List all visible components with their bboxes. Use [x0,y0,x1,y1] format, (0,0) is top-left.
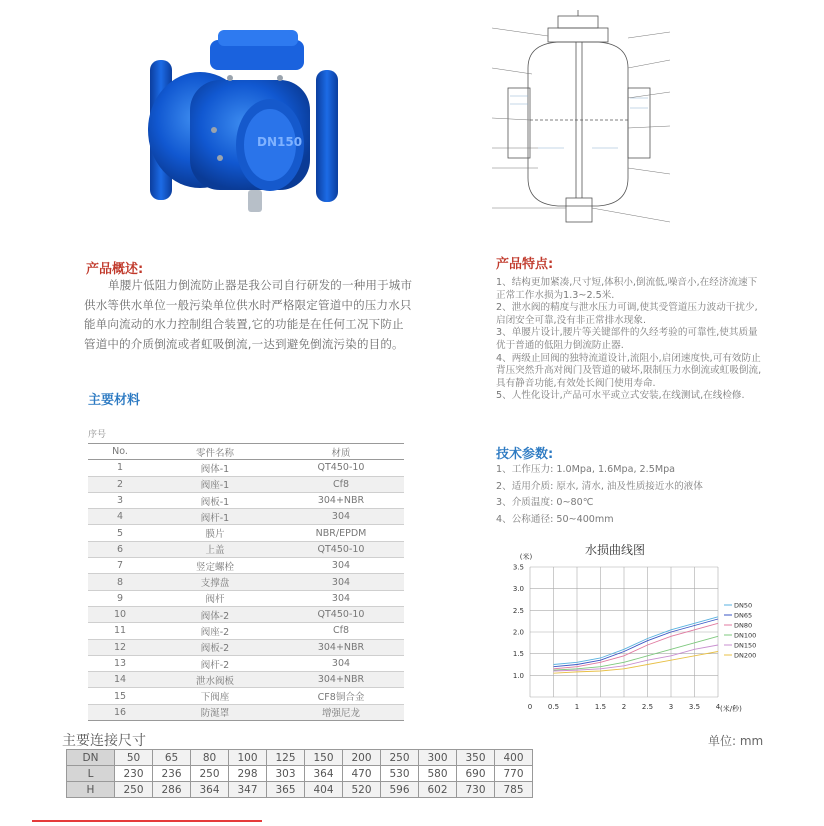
table-cell: QT450-10 [317,462,365,474]
table-cell: Cf8 [332,478,350,490]
table-row [88,688,404,704]
table-cell: 6 [116,543,124,555]
materials-title: 主要材料 [88,393,141,408]
table-cell: 304 [331,592,351,604]
table-cell: 4 [116,511,124,523]
bottom-divider [32,820,262,822]
x-tick-label: 3.5 [688,703,701,711]
tech-item: 4、公称通径: 50~400mm [496,513,614,525]
table-cell: 阀杆-1 [200,512,230,524]
table-cell: Cf8 [332,625,350,637]
table-cell: 50 [115,750,153,766]
table-cell: 9 [116,592,124,604]
table-cell: 支撑盘 [200,578,230,590]
table-cell: 阀座-1 [200,480,230,492]
table-cell: 8 [116,576,124,588]
table-cell: 304+NBR [317,641,365,653]
table-cell: 298 [229,766,267,782]
table-row [88,460,404,476]
table-cell: 2 [116,478,124,490]
table-cell: 泄水阀板 [195,675,234,687]
cross-section-drawing [488,8,674,236]
table-cell: 3 [116,495,124,507]
table-row [88,525,404,541]
row-header: DN [67,750,115,766]
tech-item: 1、工作压力: 1.0Mpa, 1.6Mpa, 2.5Mpa [496,464,676,475]
legend-entry: DN50 [734,601,753,610]
table-cell: 10 [113,609,127,621]
table-cell: 286 [153,782,191,798]
feature-item: 2、泄水阀的精度与泄水压力可调,使其受管道压力波动干扰少,启闭安全可靠,没有非正常排水现象. [496,302,758,326]
y-tick-label: 2.0 [512,628,524,637]
table-row [88,606,404,622]
tech-title: 技术参数: [496,447,554,462]
table-cell: CF8铜合金 [317,692,365,704]
table-cell: QT450-10 [317,543,365,555]
col-header: 零件名称 [195,447,234,459]
table-cell: 125 [267,750,305,766]
table-cell: 470 [343,766,381,782]
table-cell: 250 [381,750,419,766]
materials-table [88,443,404,721]
row-header: L [67,766,115,782]
table-row [88,623,404,639]
table-cell: 347 [229,782,267,798]
x-tick-label: 2.5 [641,703,654,711]
table-cell: 13 [113,658,127,669]
table-cell: 304+NBR [317,495,365,507]
table-cell: 7 [116,560,124,572]
table-cell: 阀板-2 [200,643,230,655]
table-row [88,541,404,557]
table-cell: 580 [419,766,457,782]
table-cell: 1 [116,462,124,474]
x-tick-label: 0 [527,703,533,711]
svg-text:DN150: DN150 [257,135,303,149]
table-cell: 236 [153,766,191,782]
table-cell: 阀杆 [205,594,225,606]
connection-title: 主要连接尺寸 [62,733,146,749]
table-row [67,782,533,798]
table-cell: 11 [113,625,127,637]
features-title: 产品特点: [496,257,554,272]
table-row [88,558,404,574]
table-cell: 304 [331,560,351,572]
table-row [88,639,404,655]
y-tick-label: 1.0 [512,671,524,680]
table-cell: 14 [113,674,127,686]
table-row [67,750,533,766]
feature-item: 4、两级止回阀的独特流道设计,流阻小,启闭速度快,可有效防止背压突然升高对阀门及管道的破坏,限制压力水倒流或虹吸倒流,具有静音功能,有效处长阀门使用寿命. [496,352,762,389]
table-cell: 阀板-1 [200,496,230,508]
table-cell: 300 [419,750,457,766]
legend-entry: DN80 [734,621,753,630]
row-header: H [67,782,115,798]
table-row [88,655,404,671]
x-tick-label: 0.5 [547,703,560,711]
table-cell: 80 [191,750,229,766]
table-cell: 530 [381,766,419,782]
table-cell: 304 [331,511,351,523]
table-cell: 404 [305,782,343,798]
table-cell: 350 [457,750,495,766]
x-axis-label: (米/秒) [720,705,742,713]
overview-text: 单腰片低阻力倒流防止器是我公司自行研发的一种用于城市供水等供水单位一般污染单位供水时严格限定管道中的压力水只能单向流动的水力控制组合装置,它的功能是在任何工况下防止管道中的介质倒流或者虹吸倒流,一达到避免倒流污染的目的。 [84,278,413,351]
table-cell: 730 [457,782,495,798]
loss-curve-chart [500,537,800,717]
table-cell: 150 [305,750,343,766]
table-row [88,672,404,688]
tech-list [496,462,796,528]
valve-product-photo [130,20,350,220]
feature-item: 3、单腰片设计,腰片等关键部件的久经考验的可靠性,使其质量优于普通的低阻力倒流防止器. [496,327,758,351]
legend-entry: DN150 [734,641,757,650]
table-cell: 230 [115,766,153,782]
table-cell: 596 [381,782,419,798]
table-cell: 阀杆-2 [200,659,230,671]
table-cell: 520 [343,782,381,798]
table-cell: 304+NBR [317,674,365,686]
legend-entry: DN100 [734,631,757,640]
table-cell: 防涎罩 [200,708,230,720]
x-tick-label: 3 [668,703,674,711]
y-tick-label: 3.0 [512,585,524,594]
unit-label: 单位: mm [708,734,764,748]
table-cell: 304 [331,658,351,669]
table-cell: 304 [331,576,351,588]
features-list [496,277,766,403]
series-line [554,617,719,665]
table-cell: 364 [191,782,229,798]
legend-entry: DN200 [734,651,757,660]
y-tick-label: 1.5 [512,650,524,659]
table-cell: 15 [113,690,127,702]
table-cell: 增强尼龙 [321,708,360,720]
connection-table [66,749,533,798]
y-tick-label: 3.5 [512,563,524,572]
y-axis-label: (米) [519,553,533,561]
table-cell: 250 [191,766,229,782]
legend-entry: DN65 [734,611,753,620]
feature-item: 1、结构更加紧凑,尺寸短,体积小,倒流低,噪音小,在经济流速下正常工作水损为1.3~2.5米. [496,277,758,301]
tech-item: 3、介质温度: 0~80℃ [496,497,594,508]
chart-title: 水损曲线图 [585,543,646,557]
table-row [88,574,404,590]
table-cell: 上盖 [205,545,225,557]
seq-label: 序号 [88,430,107,440]
table-cell: 阀体-2 [200,610,230,622]
table-row [88,476,404,492]
table-row [88,590,404,606]
table-cell: 770 [495,766,533,782]
x-tick-label: 1 [574,703,580,711]
table-cell: 365 [267,782,305,798]
materials-section [88,427,406,721]
table-cell: 100 [229,750,267,766]
table-cell: NBR/EPDM [315,527,367,539]
table-cell: 阀座-2 [200,626,230,638]
col-header: 材质 [331,447,351,459]
table-cell: 364 [305,766,343,782]
table-cell: 5 [116,527,124,539]
x-tick-label: 1.5 [594,703,607,711]
table-row [67,766,533,782]
table-cell: 602 [419,782,457,798]
table-cell: 65 [153,750,191,766]
table-cell: 200 [343,750,381,766]
table-cell: 785 [495,782,533,798]
table-cell: 阀体-1 [200,463,230,475]
table-cell: 250 [115,782,153,798]
x-tick-label: 4 [715,703,721,711]
tech-item: 2、适用介质: 原水, 清水, 油及性质接近水的液体 [496,480,703,492]
col-header: No. [112,446,128,458]
table-row [88,492,404,508]
table-cell: 16 [113,706,127,718]
series-line [554,636,719,670]
table-cell: 竖定螺栓 [195,561,234,573]
feature-item: 5、人性化设计,产品可水平或立式安装,在线测试,在线检修. [496,390,745,402]
table-cell: 303 [267,766,305,782]
table-cell: 12 [113,641,127,653]
table-row [88,704,404,720]
table-row [88,509,404,525]
y-tick-label: 2.5 [512,606,524,615]
overview-title: 产品概述: [86,262,144,277]
table-cell: 膜片 [205,529,225,541]
table-cell: QT450-10 [317,609,365,621]
x-tick-label: 2 [621,703,627,711]
table-cell: 400 [495,750,533,766]
table-cell: 下阀座 [200,692,230,704]
table-cell: 690 [457,766,495,782]
